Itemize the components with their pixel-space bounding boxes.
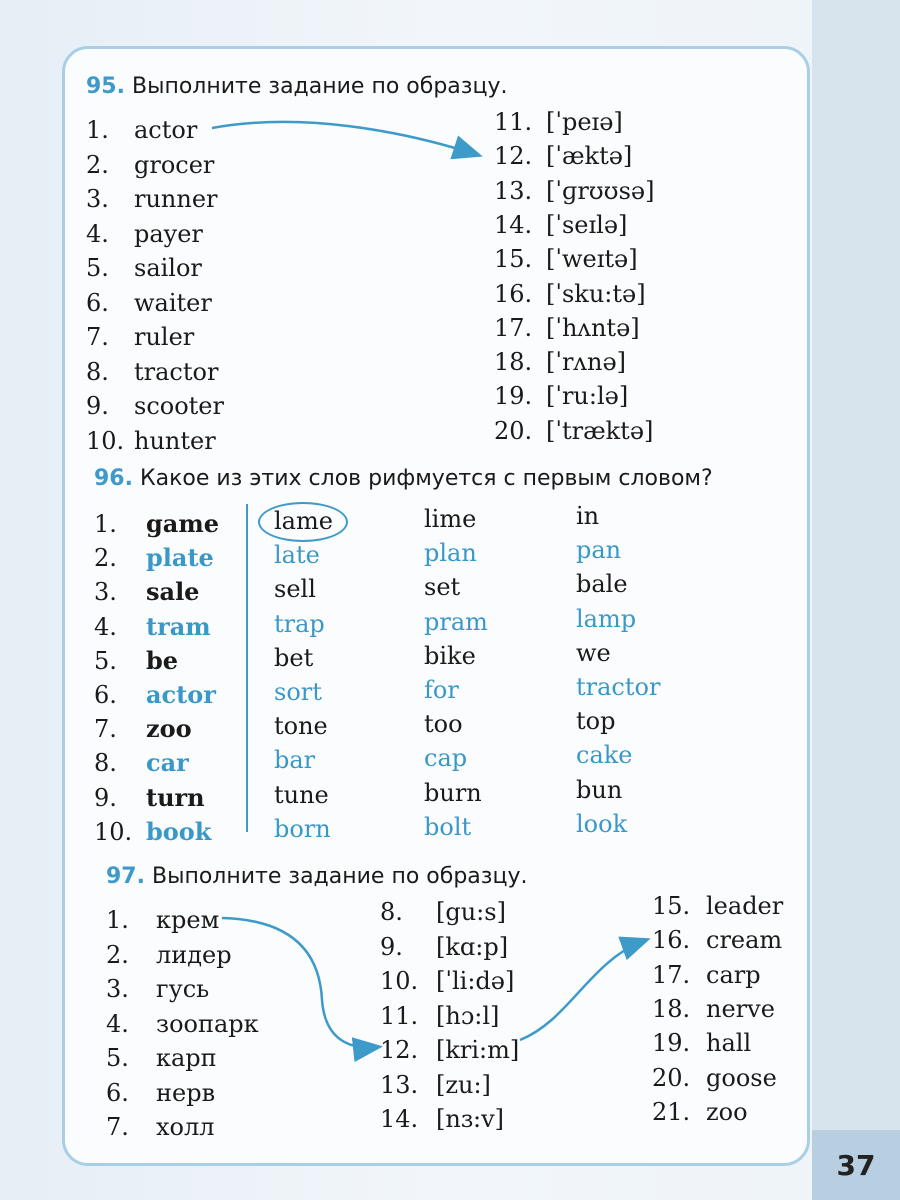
ex97-col1-word: карп [156,1044,217,1072]
ex95-right-num: 18. [494,348,533,377]
ex95-right-num: 15. [494,245,533,274]
ex97-col1-word: зоопарк [156,1009,259,1038]
ex96-row-num: 5. [94,646,117,675]
ex95-left-word: waiter [134,288,212,317]
page-number: 37 [812,1130,900,1200]
ex95-left-word: hunter [134,426,216,455]
ex95-right-num: 19. [494,382,533,411]
ex96-choice-3: pan [576,536,622,565]
ex96-choice-2: pram [424,607,488,636]
ex97-col2-word: [zu:] [436,1070,491,1099]
ex96-choice-3: cake [576,741,633,770]
ex97-arrow-2 [520,940,646,1040]
ex95-right-word: [ˈweɪtə] [546,245,638,274]
ex95-right-word: [ˈpeɪə] [546,108,623,136]
ex97-col2-word: [gu:s] [436,898,506,926]
ex96-target-word: book [146,816,212,846]
ex96-choice-3: look [576,809,628,838]
ex95-arrow [212,122,478,155]
ex96-row-num: 3. [94,578,117,607]
ex97-col3-num: 16. [652,926,691,955]
ex97-col1-num: 4. [106,1009,129,1038]
ex96-choice-3: in [576,502,600,530]
ex96-target-word: actor [146,680,216,709]
ex95-right-word: [ˈsku:tə] [546,279,646,308]
ex97-col3-num: 19. [652,1029,691,1058]
ex95-left-word: scooter [134,392,224,420]
ex95-right-num: 17. [494,313,533,342]
ex97-col3-word: zoo [706,1097,748,1126]
ex96-target-word: be [146,645,179,675]
ex96-choice-2: set [424,573,461,602]
ex95-left-word: grocer [134,150,215,179]
ex97-instruction: Выполните задание по образцу. [151,864,528,889]
ex97-col2-word: [kɑ:p] [436,932,509,961]
ex95-left-num: 2. [86,150,109,179]
ex97-col3-num: 21. [652,1097,691,1126]
ex95-right-word: [ˈseɪlə] [546,210,628,239]
ex97-col1-num: 6. [106,1078,129,1107]
ex97-col3-word: cream [706,926,783,955]
ex96-choice-3: top [576,707,616,736]
ex97-col2-num: 11. [380,1001,419,1030]
ex97-col2-word: [nɜ:v] [436,1105,505,1133]
ex96-choice-1: sort [274,678,322,706]
ex96-target-word: game [146,509,219,538]
ex96-target-word: car [146,748,189,778]
ex96-choice-2: plan [424,539,477,568]
ex96-target-word: sale [146,577,200,607]
ex96-row-num: 1. [94,510,117,538]
ex95-left-word: actor [134,116,198,144]
ex95-left-num: 3. [86,185,109,213]
ex97-col1-num: 5. [106,1044,129,1072]
ex97-arrow-1 [222,918,378,1047]
ex97-col3-num: 15. [652,892,691,920]
ex97-col3-word: leader [706,892,784,920]
ex97-col2-word: [ˈli:də] [436,967,515,995]
ex95-left-word: payer [134,219,203,248]
ex97-col1-word: лидер [156,940,232,969]
ex95-right-num: 11. [494,108,533,136]
ex96-choice-1: sell [274,575,316,604]
ex95-left-num: 7. [86,323,109,351]
ex96-row-num: 6. [94,681,117,709]
ex97-col3-word: nerve [706,994,775,1023]
ex97-col2-num: 10. [380,967,419,995]
ex96-choice-3: tractor [576,673,661,701]
ex97-col1-num: 2. [106,940,129,969]
ex96-target-word: zoo [146,714,192,744]
ex95-right-num: 12. [494,142,533,171]
ex97-col3-word: hall [706,1029,752,1058]
ex95-right-word: [ˈtræktə] [546,416,654,445]
ex97-col1-num: 3. [106,975,129,1003]
ex96-choice-2: bolt [424,812,472,841]
ex97-col3-word: carp [706,960,761,989]
ex96-choice-3: lamp [576,604,637,633]
ex96-choice-2: too [424,710,463,739]
ex96-row-num: 10. [94,817,133,846]
ex97-col3-num: 20. [652,1063,691,1092]
ex97-col1-word: гусь [156,975,210,1003]
ex95-left-num: 5. [86,254,109,282]
ex97-col1-word: крем [156,906,220,934]
ex97-col3-word: goose [706,1063,777,1092]
ex96-choice-3: bun [576,775,623,804]
ex96-choice-1: trap [274,609,325,638]
ex97-col1-num: 1. [106,906,129,934]
ex96-row-num: 9. [94,783,117,812]
ex95-left-num: 4. [86,219,109,248]
ex97-col1-word: холл [156,1113,215,1141]
ex97-col2-word: [hɔ:l] [436,1001,500,1030]
ex95-left-num: 1. [86,116,109,144]
ex95-left-num: 8. [86,357,109,386]
ex96-target-word: plate [146,543,214,573]
ex95-left-word: tractor [134,357,219,386]
ex96-choice-2: burn [424,778,482,807]
ex96-target-word: turn [146,782,205,812]
ex95-left-num: 9. [86,392,109,420]
ex96-number: 96. [94,466,133,491]
ex96-row-num: 8. [94,749,117,778]
ex97-col2-num: 14. [380,1105,419,1133]
ex96-choice-1: tone [274,712,328,741]
ex96-choice-1: bar [274,746,316,775]
ex97-col2-num: 13. [380,1070,419,1099]
ex96-choice-2: for [424,676,459,704]
ex96-choice-2: lime [424,505,477,533]
ex95-left-num: 6. [86,288,109,317]
ex95-right-word: [ˈrʌnə] [546,348,627,377]
ex96-row-num: 2. [94,544,117,573]
ex95-right-word: [ˈhʌntə] [546,313,640,342]
ex96-choice-1: bet [274,643,314,672]
ex97-col3-num: 17. [652,960,691,989]
ex97-col1-word: нерв [156,1078,216,1107]
ex96-row-num: 7. [94,715,117,744]
ex95-right-word: [ˈru:lə] [546,382,629,411]
ex96-target-word: tram [146,611,211,641]
ex96-choice-1: late [274,541,320,570]
ex95-left-word: runner [134,185,218,213]
ex95-number: 95. [86,74,125,99]
ex97-col1-num: 7. [106,1113,129,1141]
ex95-left-word: ruler [134,323,195,351]
ex96-instruction: Какое из этих слов рифмуется с первым словом? [139,466,713,491]
ex97-number: 97. [106,864,145,889]
ex95-right-num: 20. [494,416,533,445]
ex95-right-num: 16. [494,279,533,308]
ex97-col2-num: 8. [380,898,403,926]
ex96-choice-1: lame [274,507,333,535]
ex97-col2-word: [kri:m] [436,1036,520,1064]
ex95-left-word: sailor [134,254,202,282]
ex95-right-num: 14. [494,210,533,239]
ex96-choice-3: bale [576,570,628,599]
ex95-right-num: 13. [494,176,533,205]
ex95-right-word: [ˈæktə] [546,142,633,171]
ex95-left-num: 10. [86,426,125,455]
ex97-col2-num: 9. [380,932,403,961]
ex96-choice-1: tune [274,780,329,809]
ex97-col3-num: 18. [652,994,691,1023]
ex96-choice-2: cap [424,744,468,773]
ex96-row-num: 4. [94,612,117,641]
ex95-instruction: Выполните задание по образцу. [131,74,508,99]
ex97-col2-num: 12. [380,1036,419,1064]
ex95-right-word: [ˈɡrʊʊsə] [546,176,655,205]
ex96-choice-2: bike [424,641,476,670]
ex96-choice-3: we [576,638,611,667]
ex96-choice-1: born [274,814,331,843]
